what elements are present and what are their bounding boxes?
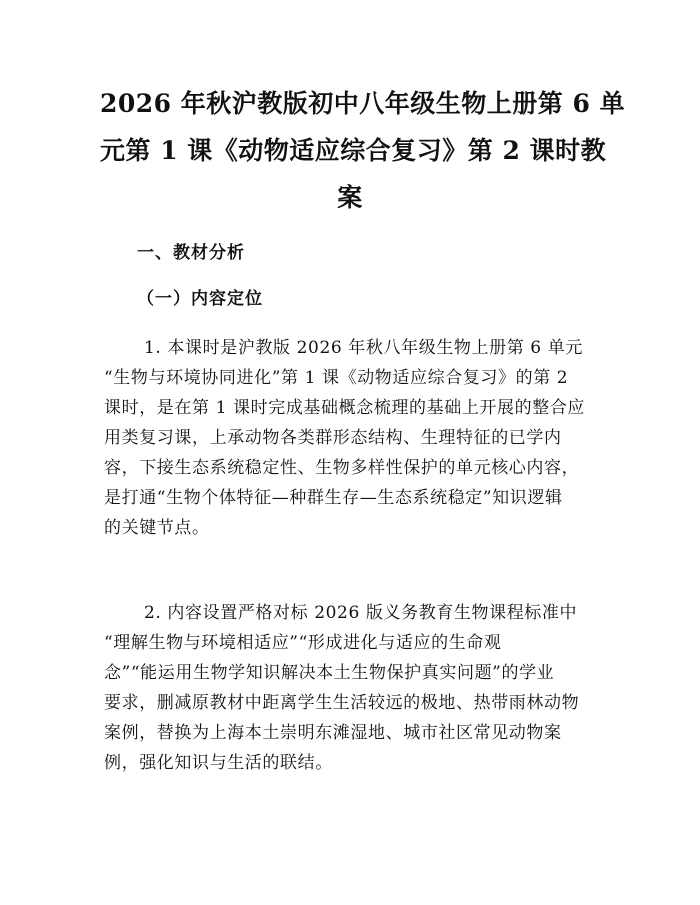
paragraph-line: 课时，是在第 1 课时完成基础概念梳理的基础上开展的整合应 xyxy=(104,398,586,418)
paragraph-line: 1. 本课时是沪教版 2026 年秋八年级生物上册第 6 单元 xyxy=(144,338,583,358)
paragraph-line: 例，强化知识与生活的联结。 xyxy=(104,753,333,773)
title-line: 元第 1 课《动物适应综合复习》第 2 课时教 xyxy=(100,136,607,165)
title-line: 2026 年秋沪教版初中八年级生物上册第 6 单 xyxy=(100,89,626,118)
paragraph-1 xyxy=(104,333,604,543)
paragraph-2 xyxy=(104,598,604,778)
paragraph-line: 容，下接生态系统稳定性、生物多样性保护的单元核心内容， xyxy=(104,458,580,478)
paragraph-line: 用类复习课，上承动物各类群形态结构、生理特征的已学内 xyxy=(104,428,562,448)
paragraph-line: 案例，替换为上海本土崇明东滩湿地、城市社区常见动物案 xyxy=(104,723,562,743)
paragraph-line: 是打通“生物个体特征—种群生存—生态系统稳定”知识逻辑 xyxy=(104,488,563,508)
section-heading: 一、教材分析 xyxy=(137,243,245,263)
subsection-heading: （一）内容定位 xyxy=(137,289,263,309)
paragraph-line: 要求，删减原教材中距离学生生活较远的极地、热带雨林动物 xyxy=(104,693,580,713)
paragraph-line: 念”“能运用生物学知识解决本土生物保护真实问题”的学业 xyxy=(104,663,555,683)
title-line: 案 xyxy=(337,183,363,212)
document-title xyxy=(100,80,626,221)
paragraph-line: “理解生物与环境相适应”“形成进化与适应的生命观 xyxy=(104,633,502,653)
paragraph-line: “生物与环境协同进化”第 1 课《动物适应综合复习》的第 2 xyxy=(104,368,569,388)
paragraph-line: 的关键节点。 xyxy=(104,518,210,538)
paragraph-line: 2. 内容设置严格对标 2026 版义务教育生物课程标准中 xyxy=(144,603,578,623)
